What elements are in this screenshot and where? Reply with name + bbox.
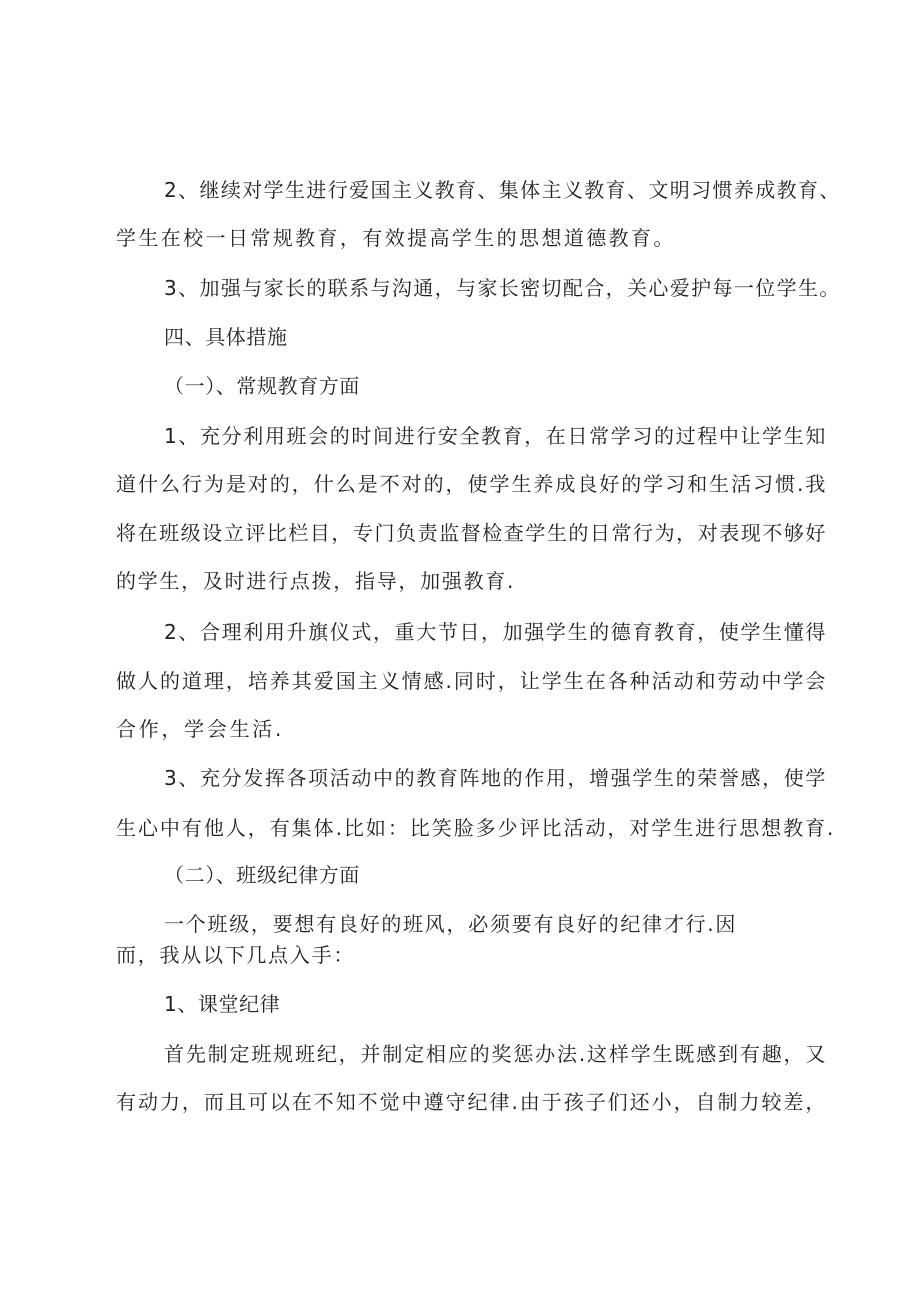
subsection-heading: （一）、常规教育方面	[164, 374, 360, 398]
text-line: 2、继续对学生进行爱国主义教育、集体主义教育、文明习惯养成教育、	[164, 178, 840, 202]
section-heading: 四、具体措施	[164, 325, 288, 349]
text-line: 的学生，及时进行点拨，指导，加强教育.	[116, 569, 514, 593]
text-line: 3、充分发挥各项活动中的教育阵地的作用，增强学生的荣誉感，使学	[164, 766, 826, 790]
text-line: 而，我从以下几点入手：	[116, 943, 354, 967]
text-line: 生心中有他人，有集体.比如：比笑脸多少评比活动，对学生进行思想教育.	[116, 816, 834, 840]
subsection-heading: 1、课堂纪律	[164, 992, 281, 1016]
text-line: 将在班级设立评比栏目，专门负责监督检查学生的日常行为，对表现不够好	[116, 521, 826, 545]
text-line: 一个班级，要想有良好的班风，必须要有良好的纪律才行.因	[164, 912, 736, 936]
text-line: 2、合理利用升旗仪式，重大节日，加强学生的德育教育，使学生懂得	[164, 620, 826, 644]
text-line: 3、加强与家长的联系与沟通，与家长密切配合，关心爱护每一位学生。	[164, 276, 840, 300]
subsection-heading: （二）、班级纪律方面	[164, 863, 360, 887]
text-line: 道什么行为是对的，什么是不对的，使学生养成良好的学习和生活习惯.我	[116, 472, 826, 496]
text-line: 做人的道理，培养其爱国主义情感.同时，让学生在各种活动和劳动中学会	[116, 669, 826, 693]
text-line: 有动力，而且可以在不知不觉中遵守纪律.由于孩子们还小，自制力较差，	[116, 1090, 826, 1114]
text-line: 首先制定班规班纪，并制定相应的奖惩办法.这样学生既感到有趣，又	[164, 1042, 826, 1066]
text-line: 合作，学会生活.	[116, 717, 282, 741]
text-line: 1、充分利用班会的时间进行安全教育，在日常学习的过程中让学生知	[164, 424, 826, 448]
text-line: 学生在校一日常规教育，有效提高学生的思想道德教育。	[116, 226, 674, 250]
